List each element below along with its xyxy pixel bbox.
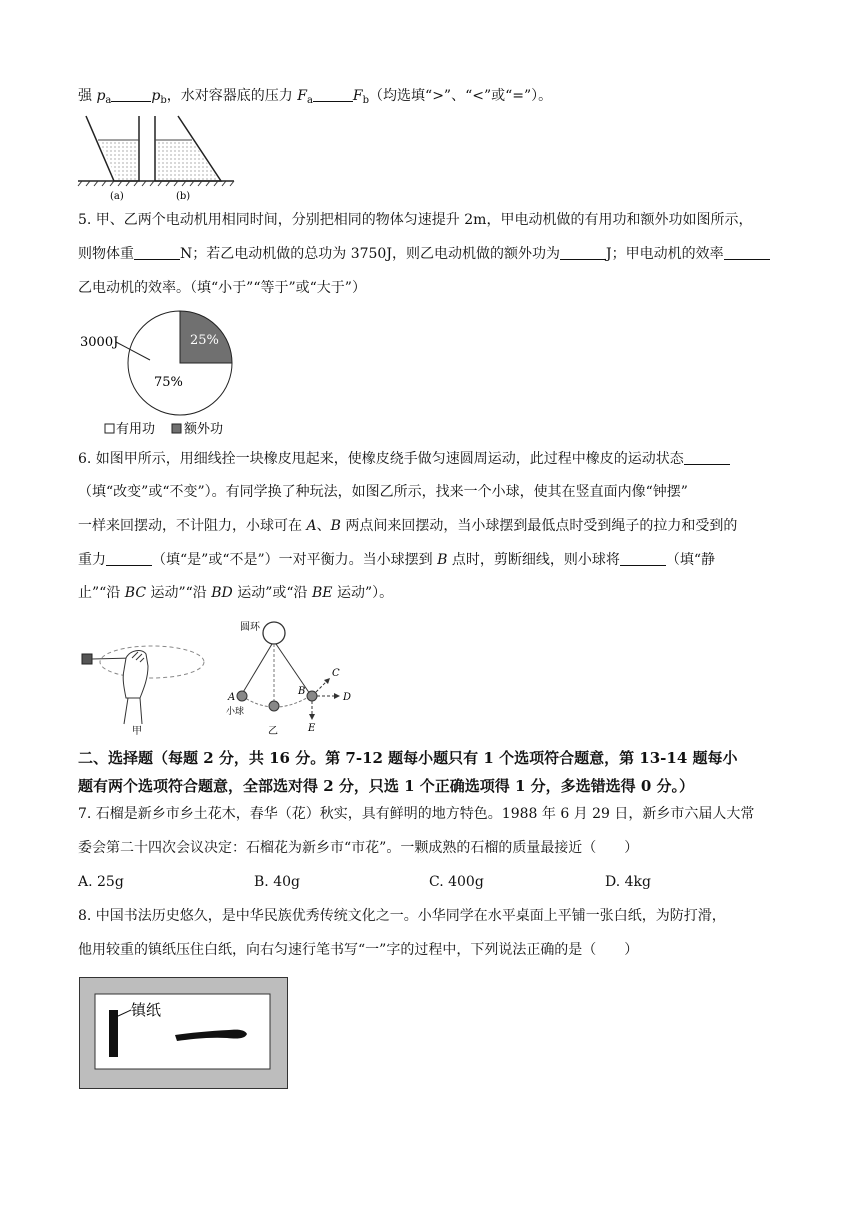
pa-subscript: a <box>105 95 112 106</box>
figure-yi <box>222 618 362 738</box>
q6-line-2: （填“改变”或“不变”）。有同学换了种玩法，如图乙所示，找来一个小球，使其在竖直面内像“钟摆” <box>78 484 688 500</box>
q6-line-4 <box>78 550 715 570</box>
callout-label: 3000J <box>80 335 119 350</box>
q5-line-1: 5. 甲、乙两个电动机用相同时间，分别把相同的物体匀速提升 2m，甲电动机做的有用功和额外功如图所示， <box>78 212 753 228</box>
q7-line-1: 7. 石榴是新乡市乡土花木，春华（花）秋实，具有鲜明的地方特色。1988 年 6 月 29 日，新乡市六届人大常 <box>78 806 755 822</box>
point-b-text-2: B <box>437 552 448 568</box>
option-d[interactable]: D. 4kg <box>605 874 651 890</box>
q5-text-1: 则物体重 <box>78 246 134 262</box>
arm-left <box>124 698 128 724</box>
container-figure <box>78 114 238 206</box>
option-a[interactable]: A. 25g <box>78 874 124 890</box>
useful-pct-label: 75% <box>154 375 183 390</box>
water-a <box>98 140 139 181</box>
bc-text: BC <box>124 585 147 601</box>
label-point-c: C <box>332 668 340 679</box>
extra-pct-label: 25% <box>190 333 219 348</box>
answer-blank-weight[interactable] <box>134 245 180 260</box>
legend-swatch-extra <box>172 424 181 433</box>
q5-line-3: 乙电动机的效率。（填“小于”“等于”或“大于”） <box>78 280 366 296</box>
legend-swatch-useful <box>105 424 114 433</box>
q6-text-3c: 两点间来回摆动，当小球摆到最低点时受到绳子的拉力和受到的 <box>340 518 738 534</box>
answer-blank-extra-work[interactable] <box>560 245 606 260</box>
label-point-b: B <box>298 686 306 697</box>
water-b <box>155 140 219 181</box>
q6-text-4b: （填“是”或“不是”）一对平衡力。当小球摆到 <box>152 552 438 568</box>
bd-text: BD <box>211 585 233 601</box>
figure-jia <box>78 618 208 738</box>
q4-line <box>78 86 552 111</box>
q6-text-5a: 止”“沿 <box>78 585 125 601</box>
q5-text-3: J；甲电动机的效率 <box>605 246 724 262</box>
answer-blank-ball-motion[interactable] <box>620 551 666 566</box>
pb-symbol: p <box>151 88 161 104</box>
answer-blank-balance[interactable] <box>106 551 152 566</box>
q5-text-2: N；若乙电动机做的总功为 3750J，则乙电动机做的额外功为 <box>180 246 560 262</box>
q6-text-3a: 一样来回摆动，不计阻力，小球可在 <box>78 518 307 534</box>
orbit-path <box>100 646 204 678</box>
label-yi: 乙 <box>268 726 278 737</box>
ball-label: 小球 <box>226 707 245 717</box>
legend-label-useful: 有用功 <box>116 422 156 437</box>
option-b[interactable]: B. 40g <box>254 874 300 890</box>
ball-a <box>237 691 247 701</box>
label-a: (a) <box>110 191 124 202</box>
q6-text-1: 6. 如图甲所示，用细线拴一块橡皮甩起来，使橡皮绕手做匀速圆周运动，此过程中橡皮的运动状态 <box>78 451 684 467</box>
q4-text-3: （均选填“>”、“<”或“=”）。 <box>369 88 553 104</box>
pie-slices <box>128 311 232 415</box>
q6-text-5d: 运动”）。 <box>332 585 394 601</box>
arrowhead-d <box>334 693 340 699</box>
q6-line-5 <box>78 583 393 603</box>
q6-text-4c: 点时，剪断细线，则小球将 <box>447 552 620 568</box>
q7-options <box>78 872 778 892</box>
answer-blank-pressure[interactable] <box>111 87 151 102</box>
label-point-e: E <box>308 723 316 734</box>
q6-text-5c: 运动”或“沿 <box>232 585 312 601</box>
label-point-a: A <box>228 692 236 703</box>
label-b: (b) <box>176 191 191 202</box>
string-a <box>242 644 272 694</box>
fb-subscript: b <box>362 95 370 106</box>
section-2-heading-line-1: 二、选择题（每题 2 分，共 16 分。第 7-12 题每小题只有 1 个选项符合题意，第 13-14 题每小 <box>78 749 738 767</box>
point-b-text: B <box>330 518 341 534</box>
be-text: BE <box>311 585 333 601</box>
answer-blank-motion-state[interactable] <box>684 450 730 465</box>
q6-line-1 <box>78 449 730 469</box>
fb-symbol: F <box>352 88 363 104</box>
pa-symbol: p <box>96 88 106 104</box>
q4-text-2: ，水对容器底的压力 <box>166 88 298 104</box>
q6-text-4a: 重力 <box>78 552 106 568</box>
label-jia: 甲 <box>132 726 142 737</box>
point-a-text: A <box>306 518 317 534</box>
ball-lowest <box>269 701 279 711</box>
q8-line-2: 他用较重的镇纸压住白纸，向右匀速行笔书写“一”字的过程中，下列说法正确的是（ ） <box>78 942 639 958</box>
q8-line-1: 8. 中国书法历史悠久，是中华民族优秀传统文化之一。小华同学在水平桌面上平铺一张白纸，为防打滑， <box>78 908 726 924</box>
fa-subscript: a <box>306 95 313 106</box>
q4-text-1: 强 <box>78 88 97 104</box>
eraser <box>82 654 92 664</box>
q6-text-4d: （填“静 <box>665 552 715 568</box>
q6-text-5b: 运动”“沿 <box>146 585 212 601</box>
pie-chart <box>78 306 258 442</box>
hand <box>123 651 148 698</box>
answer-blank-force[interactable] <box>313 87 353 102</box>
answer-blank-efficiency[interactable] <box>724 245 770 260</box>
section-2-heading-line-2: 题有两个选项符合题意，全部选对得 2 分，只选 1 个正确选项得 1 分，多选错选得 0 分。） <box>78 777 695 795</box>
paperweight-label: 镇纸 <box>131 1001 162 1019</box>
fa-symbol: F <box>297 88 307 104</box>
q6-line-3 <box>78 516 737 536</box>
legend-label-extra: 额外功 <box>184 422 224 437</box>
ring <box>263 622 285 644</box>
q5-line-2 <box>78 244 770 264</box>
ring-label: 圆环 <box>240 622 260 633</box>
arm-right <box>140 698 142 724</box>
q6-text-3b: 、 <box>316 518 331 534</box>
calligraphy-figure <box>79 977 289 1090</box>
pb-subscript: b <box>160 95 167 106</box>
arrowhead-e <box>309 714 315 720</box>
label-point-d: D <box>343 692 352 703</box>
ball-b <box>307 691 317 701</box>
q7-line-2: 委会第二十四次会议决定：石榴花为新乡市“市花”。一颗成熟的石榴的质量最接近（ ） <box>78 840 639 856</box>
option-c[interactable]: C. 400g <box>429 874 484 890</box>
